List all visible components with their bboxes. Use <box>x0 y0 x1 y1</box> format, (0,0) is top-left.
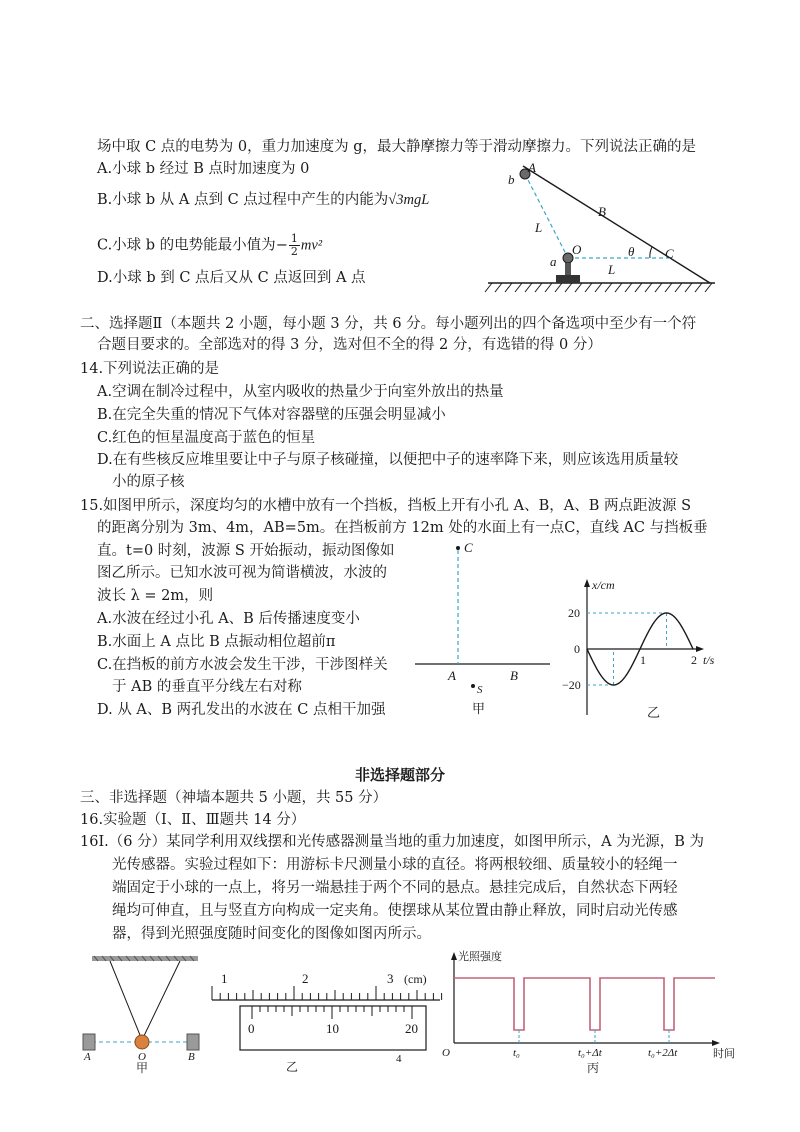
q14-option-c: C.红色的恒星温度高于蓝色的恒星 <box>97 430 316 446</box>
q15-stem-3: 直。t=0 时刻，波源 S 开始振动，振动图像如 <box>97 543 395 559</box>
q13-option-b-math: √3mgL <box>388 192 430 208</box>
label-B: B <box>510 668 518 683</box>
q15-option-c: C.在挡板的前方水波会发生干涉，干涉图样关 <box>97 657 388 673</box>
label-B: B <box>188 1051 195 1063</box>
point-C <box>456 546 460 550</box>
string-right <box>142 961 180 1040</box>
q13-option-c <box>97 233 322 258</box>
label-L-left: L <box>535 220 543 235</box>
label-theta: θ <box>628 244 635 259</box>
x-axis-label: t/s <box>703 653 715 667</box>
light-sensor-B <box>187 1034 199 1050</box>
label-A: A <box>528 160 536 175</box>
q15-option-d: D. 从 A、B 两孔发出的水波在 C 点相干加强 <box>97 702 386 718</box>
vernier-mark-10: 10 <box>326 1021 339 1036</box>
sec3-heading: 三、非选择题（神墙本题共 5 小题，共 55 分） <box>80 790 388 806</box>
caption-jia: 甲 <box>136 1061 149 1075</box>
q13-stem: 场中取 C 点的电势为 0，重力加速度为 g，最大静摩擦力等于滑动摩擦力。下列说法正确的是 <box>97 139 697 155</box>
caption-yi: 乙 <box>286 1060 299 1074</box>
q13-option-c-text: C.小球 b 的电势能最小值为 <box>97 237 276 254</box>
tick-1: 1 <box>640 653 646 667</box>
vernier-scale-ticks <box>252 1006 412 1019</box>
q13-option-d: D.小球 b 到 C 点后又从 C 点返回到 A 点 <box>97 270 366 286</box>
caption-yi: 乙 <box>647 705 661 720</box>
label-O: O <box>138 1051 146 1063</box>
q16-figure-jia <box>80 950 210 1075</box>
q13-incline-figure <box>480 148 720 298</box>
label-C: C <box>665 246 674 261</box>
insulating-stand <box>565 263 571 275</box>
q13-option-a: A.小球 b 经过 B 点时加速度为 0 <box>97 161 310 177</box>
sec2-instructions-2: 合题目要求的。全部选对的得 3 分，选对但不全的得 2 分，有选错的得 0 分） <box>97 337 602 353</box>
main-mark-2: 2 <box>302 971 309 986</box>
q16a-line-5: 器，得到光照强度随时间变化的图像如图丙所示。 <box>112 926 431 942</box>
main-unit: (cm) <box>404 972 427 986</box>
label-S: S <box>477 684 483 696</box>
q15-stem-2: 的距离分别为 3m、4m，AB=5m。在挡板前方 12m 处的水面上有一点C，直线 AC 与挡板垂 <box>97 520 708 536</box>
point-S <box>471 684 475 688</box>
tick-0: 0 <box>574 642 580 656</box>
label-a: a <box>550 254 557 269</box>
vernier-mark-20: 20 <box>405 1021 418 1036</box>
q16-figure-bing-chart <box>440 948 740 1083</box>
light-intensity-pulses <box>454 978 715 1030</box>
q13-option-b-text: B.小球 b 从 A 点到 C 点过程中产生的内能为 <box>97 192 389 208</box>
q15-figure-yi-chart <box>560 575 715 745</box>
x-axis-arrow <box>696 646 704 652</box>
q15-figure-jia <box>410 540 560 720</box>
vernier-mark-0: 0 <box>248 1021 255 1036</box>
ground-hatching <box>485 283 712 292</box>
main-scale-ticks <box>212 986 442 1000</box>
dashed-AO <box>525 174 568 258</box>
label-C: C <box>464 540 473 555</box>
q16a-line-4: 绳均可伸直，且与竖直方向构成一定夹角。使摆球从某位置由静止释放，同时启动光传感 <box>112 903 678 919</box>
main-mark-3: 3 <box>387 971 394 986</box>
y-axis-label: 光照强度 <box>458 951 502 963</box>
theta-arc <box>650 247 652 258</box>
q15-stem-4: 图乙所示。已知水波可视为简谐横波，水波的 <box>97 565 387 581</box>
origin-label: O <box>442 1047 450 1059</box>
q14-option-b: B.在完全失重的情况下气体对容器壁的压强会明显减小 <box>97 407 446 423</box>
light-source-A <box>83 1034 95 1050</box>
y-axis-arrow <box>451 952 457 960</box>
tick-t0-plus-dt: t₀+Δt <box>578 1047 602 1059</box>
label-O: O <box>572 242 582 257</box>
q16a-line-3: 端固定于小球的一点上，将另一端悬挂于两个不同的悬点。悬挂完成后，自然状态下两轻 <box>112 880 678 896</box>
label-A: A <box>84 1051 91 1063</box>
q15-stem-5: 波长 λ = 2m，则 <box>97 588 214 604</box>
q14-stem: 14.下列说法正确的是 <box>80 361 220 377</box>
q16a-line-2: 光传感器。实验过程如下：用游标卡尺测量小球的直径。将两根较细、质量较小的轻绳一 <box>112 857 678 873</box>
label-L-bottom: L <box>608 262 616 277</box>
tick-2: 2 <box>691 653 697 667</box>
q14-option-d-cont: 小的原子核 <box>112 474 185 490</box>
q16a-line-1: 16Ⅰ.（6 分）某同学利用双线摆和光传感器测量当地的重力加速度，如图甲所示，A 为光源，B 为 <box>80 834 704 850</box>
q15-option-b: B.水面上 A 点比 B 点振动相位超前π <box>97 634 336 650</box>
q14-option-a: A.空调在制冷过程中，从室内吸收的热量少于向室外放出的热量 <box>97 384 504 400</box>
sec2-instructions-1: 二、选择题Ⅱ（本题共 2 小题，每小题 3 分，共 6 分。每小题列出的四个备选项中至少有一个符 <box>80 316 697 332</box>
tick-t0: t₀ <box>513 1047 520 1059</box>
label-B: B <box>598 204 606 219</box>
y-axis-label: x/cm <box>592 578 615 592</box>
q16-figure-yi-vernier <box>210 965 445 1090</box>
main-mark-1: 1 <box>221 971 228 986</box>
q13-option-b <box>97 190 429 210</box>
q13-option-c-math: mv² <box>300 237 323 254</box>
tick-t0-plus-2dt: t₀+2Δt <box>648 1047 678 1059</box>
caption-jia: 甲 <box>472 701 486 716</box>
q16-heading: 16.实验题（Ⅰ、Ⅱ、Ⅲ题共 14 分） <box>80 812 306 828</box>
tick-neg20: −20 <box>562 678 581 692</box>
q15-stem-1: 15.如图甲所示，深度均匀的水槽中放有一个挡板，挡板上开有小孔 A、B，A、B 两点距波源 S <box>80 498 692 514</box>
pendulum-ball <box>135 1035 149 1049</box>
q13-option-c-sign: − <box>275 237 288 254</box>
q15-option-a: A.水波在经过小孔 A、B 后传播速度变小 <box>97 611 360 627</box>
x-axis-arrow <box>712 1040 720 1046</box>
tick-20: 20 <box>568 606 580 620</box>
stray-mark-4: 4 <box>396 1053 402 1065</box>
part2-title: 非选择题部分 <box>354 766 445 784</box>
y-axis-arrow <box>584 579 590 587</box>
q13-option-c-fraction: $\frac{1}{2}$ <box>290 232 298 258</box>
q14-option-d: D.在有些核反应堆里要让中子与原子核碰撞，以便把中子的速率降下来，则应该选用质量较 <box>97 452 679 468</box>
label-b: b <box>508 172 515 187</box>
q15-option-c-cont: 于 AB 的垂直平分线左右对称 <box>112 679 302 695</box>
caption-bing: 丙 <box>587 1061 600 1075</box>
label-A: A <box>448 668 456 683</box>
x-axis-label: 时间 <box>713 1048 735 1060</box>
string-left <box>110 961 142 1040</box>
stand-base <box>556 275 580 283</box>
